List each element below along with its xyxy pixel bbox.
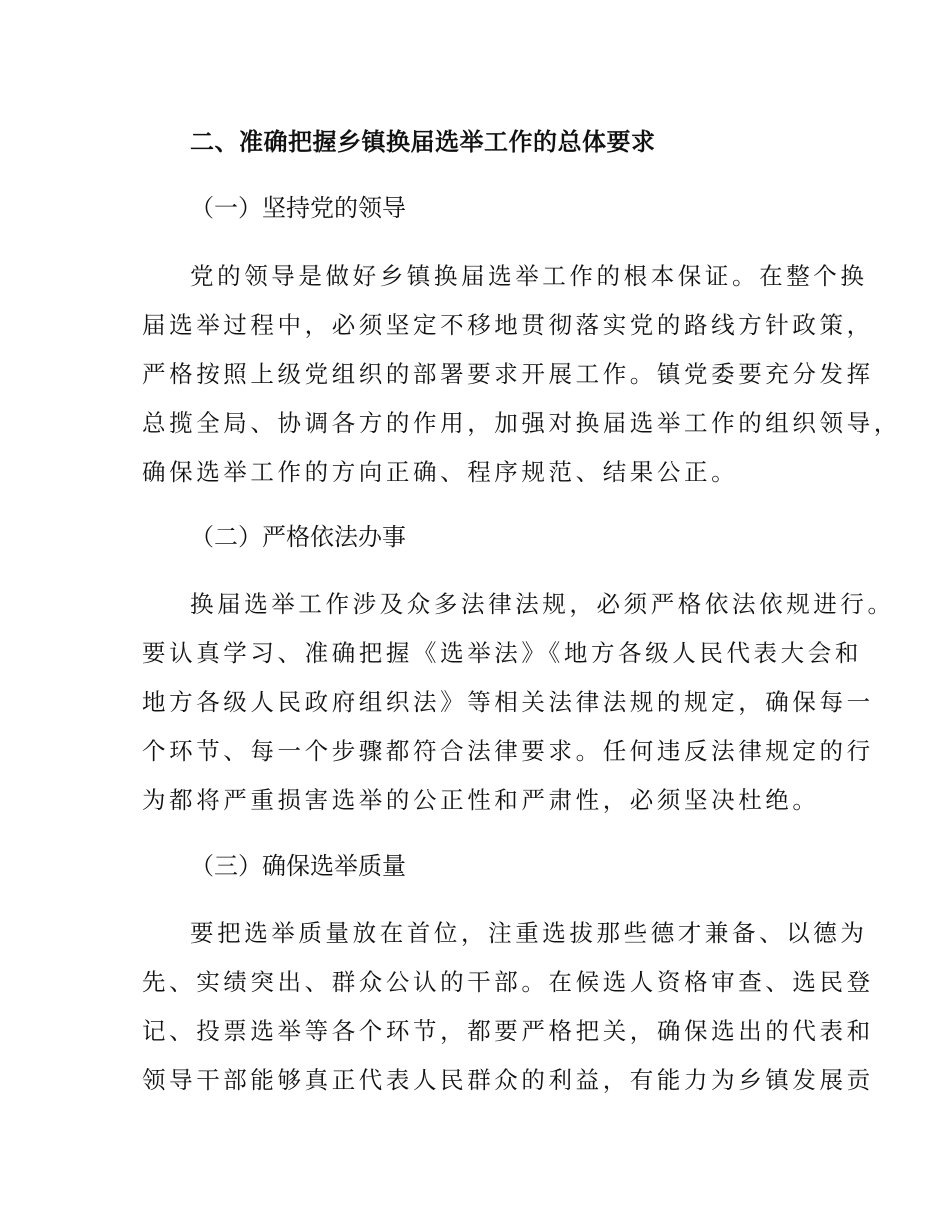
paragraph-line: 个环节、每一个步骤都符合法律要求。任何违反法律规定的行	[142, 737, 874, 765]
paragraph-line: 先、实绩突出、群众公认的干部。在候选人资格审查、选民登	[142, 968, 874, 996]
paragraph-line: 要把选举质量放在首位，注重选拔那些德才兼备、以德为	[190, 919, 868, 947]
paragraph-3	[142, 909, 874, 1105]
paragraph-line: 届选举过程中，必须坚定不移地贯彻落实党的路线方针政策，	[142, 311, 874, 339]
paragraph-line: 地方各级人民政府组织法》等相关法律法规的规定，确保每一	[142, 688, 874, 716]
paragraph-2	[142, 580, 895, 825]
paragraph-line: 要认真学习、准确把握《选举法》《地方各级人民代表大会和	[142, 639, 862, 667]
paragraph-line: 为都将严重损害选举的公正性和严肃性，必须坚决杜绝。	[142, 786, 820, 814]
paragraph-line: 严格按照上级党组织的部署要求开展工作。镇党委要充分发挥	[142, 360, 874, 388]
paragraph-line: 党的领导是做好乡镇换届选举工作的根本保证。在整个换	[190, 262, 868, 290]
paragraph-line: 换届选举工作涉及众多法律法规，必须严格依法依规进行。	[190, 590, 895, 618]
paragraph-line: 总揽全局、协调各方的作用，加强对换届选举工作的组织领导，	[142, 409, 901, 437]
subsection-title-1: （一）坚持党的领导	[190, 194, 406, 222]
subsection-title-3: （三）确保选举质量	[190, 852, 406, 880]
paragraph-1	[142, 252, 901, 497]
subsection-title-2: （二）严格依法办事	[190, 523, 406, 551]
paragraph-line: 确保选举工作的方向正确、程序规范、结果公正。	[142, 458, 739, 486]
paragraph-line: 领导干部能够真正代表人民群众的利益，有能力为乡镇发展贡	[142, 1066, 874, 1094]
paragraph-line: 记、投票选举等各个环节，都要严格把关，确保选出的代表和	[142, 1017, 874, 1045]
section-heading: 二、准确把握乡镇换届选举工作的总体要求	[190, 128, 656, 156]
